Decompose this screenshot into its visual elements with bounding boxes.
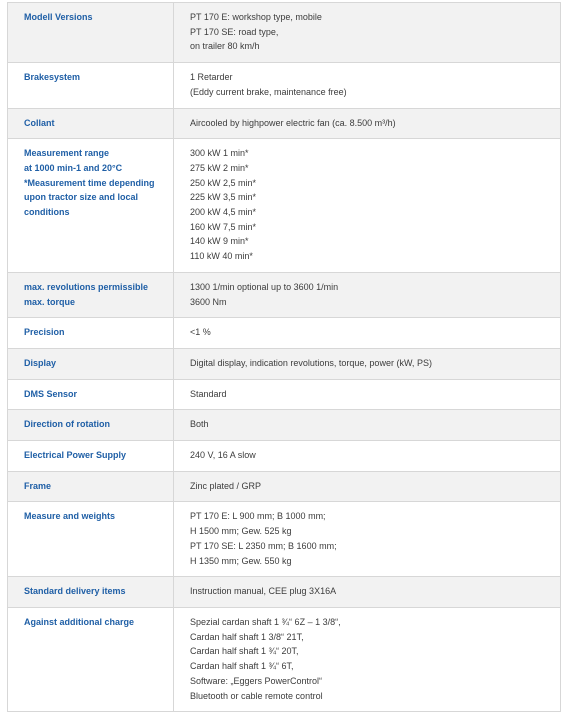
row-value-line: Software: „Eggers PowerControl“ — [190, 675, 323, 686]
table-row — [8, 471, 561, 502]
row-label-line: at 1000 min-1 and 20°C — [24, 162, 123, 173]
row-label-line: Against additional charge — [24, 616, 135, 627]
row-label-cell — [8, 502, 174, 577]
specifications-table-body — [8, 3, 561, 712]
row-value-cell — [174, 348, 561, 379]
table-row — [8, 348, 561, 379]
row-value-line: Digital display, indication revolutions, torque, power (kW, PS) — [190, 357, 432, 368]
row-value-cell — [174, 272, 561, 317]
row-value-line: Spezial cardan shaft 1 ¾“ 6Z – 1 3/8“, — [190, 616, 341, 627]
row-value-line: Bluetooth or cable remote control — [190, 690, 323, 701]
row-value-cell — [174, 471, 561, 502]
table-row — [8, 63, 561, 108]
table-row — [8, 410, 561, 441]
row-value-line: 275 kW 2 min* — [190, 162, 249, 173]
row-value-line: 240 V, 16 A slow — [190, 450, 256, 461]
row-value-cell — [174, 441, 561, 472]
row-value-line: 3600 Nm — [190, 296, 227, 307]
row-value-cell — [174, 318, 561, 349]
row-label-line: conditions — [24, 207, 70, 218]
row-value-line: on trailer 80 km/h — [190, 41, 260, 52]
row-value-line: PT 170 SE: road type, — [190, 26, 279, 37]
row-label-line: DMS Sensor — [24, 388, 78, 399]
row-label-cell — [8, 348, 174, 379]
row-label-line: Collant — [24, 117, 55, 128]
row-value-line: 140 kW 9 min* — [190, 236, 249, 247]
row-value-cell — [174, 577, 561, 608]
table-row — [8, 379, 561, 410]
row-value-line: Instruction manual, CEE plug 3X16A — [190, 586, 337, 597]
table-row — [8, 502, 561, 577]
row-value-line: 300 kW 1 min* — [190, 148, 249, 159]
row-value-cell — [174, 139, 561, 273]
row-value-line: PT 170 E: workshop type, mobile — [190, 12, 322, 22]
row-label-cell — [8, 441, 174, 472]
table-row — [8, 272, 561, 317]
row-label-cell — [8, 272, 174, 317]
row-value-cell — [174, 502, 561, 577]
row-label-cell — [8, 471, 174, 502]
row-label-cell — [8, 318, 174, 349]
row-label-line: Electrical Power Supply — [24, 450, 127, 461]
row-value-line: Aircooled by highpower electric fan (ca. 8.500 m³/h) — [190, 117, 396, 128]
row-label-cell — [8, 63, 174, 108]
row-value-cell — [174, 410, 561, 441]
row-value-line: 1300 1/min optional up to 3600 1/min — [190, 281, 339, 292]
row-value-cell — [174, 3, 561, 63]
table-row — [8, 3, 561, 63]
row-value-line: PT 170 SE: L 2350 mm; B 1600 mm; — [190, 540, 337, 551]
table-row — [8, 441, 561, 472]
row-value-line: Standard — [190, 388, 227, 399]
row-label-line: Direction of rotation — [24, 419, 110, 430]
row-label-line: Modell Versions — [24, 12, 93, 22]
row-label-line: Measurement range — [24, 148, 110, 159]
row-value-line: PT 170 E: L 900 mm; B 1000 mm; — [190, 511, 326, 522]
row-label-line: Brakesystem — [24, 72, 81, 83]
row-label-cell — [8, 410, 174, 441]
row-label-cell — [8, 3, 174, 63]
row-value-line: Cardan half shaft 1 ¾“ 20T, — [190, 646, 299, 657]
row-value-line: Both — [190, 419, 209, 430]
row-value-cell — [174, 108, 561, 139]
table-row — [8, 577, 561, 608]
row-label-cell — [8, 607, 174, 711]
row-label-line: Frame — [24, 480, 52, 491]
row-value-line: Cardan half shaft 1 3/8“ 21T, — [190, 631, 304, 642]
row-value-line: 200 kW 4,5 min* — [190, 207, 257, 218]
row-label-line: upon tractor size and local — [24, 192, 139, 203]
row-value-line: <1 % — [190, 327, 211, 338]
table-row — [8, 318, 561, 349]
row-value-line: 110 kW 40 min* — [190, 251, 253, 262]
row-value-line: H 1500 mm; Gew. 525 kg — [190, 526, 292, 537]
row-value-line: (Eddy current brake, maintenance free) — [190, 86, 347, 97]
row-label-line: max. torque — [24, 296, 76, 307]
row-value-cell — [174, 379, 561, 410]
row-value-line: 225 kW 3,5 min* — [190, 192, 257, 203]
row-label-cell — [8, 379, 174, 410]
row-label-line: Standard delivery items — [24, 586, 126, 597]
row-label-line: Precision — [24, 327, 65, 338]
row-label-cell — [8, 577, 174, 608]
table-row — [8, 607, 561, 711]
row-value-line: Zinc plated / GRP — [190, 480, 262, 491]
row-value-cell — [174, 63, 561, 108]
row-value-line: 160 kW 7,5 min* — [190, 221, 257, 232]
row-value-line: H 1350 mm; Gew. 550 kg — [190, 555, 292, 566]
specifications-table — [7, 2, 561, 712]
row-label-line: Display — [24, 357, 57, 368]
row-value-line: 250 kW 2,5 min* — [190, 177, 257, 188]
table-row — [8, 108, 561, 139]
row-label-line: *Measurement time depending — [24, 177, 155, 188]
table-row — [8, 139, 561, 273]
row-value-line: Cardan half shaft 1 ¾“ 6T, — [190, 661, 294, 672]
row-label-line: max. revolutions permissible — [24, 281, 149, 292]
row-label-cell — [8, 139, 174, 273]
row-label-line: Measure and weights — [24, 511, 116, 522]
row-value-line: 1 Retarder — [190, 72, 233, 83]
row-label-cell — [8, 108, 174, 139]
row-value-cell — [174, 607, 561, 711]
